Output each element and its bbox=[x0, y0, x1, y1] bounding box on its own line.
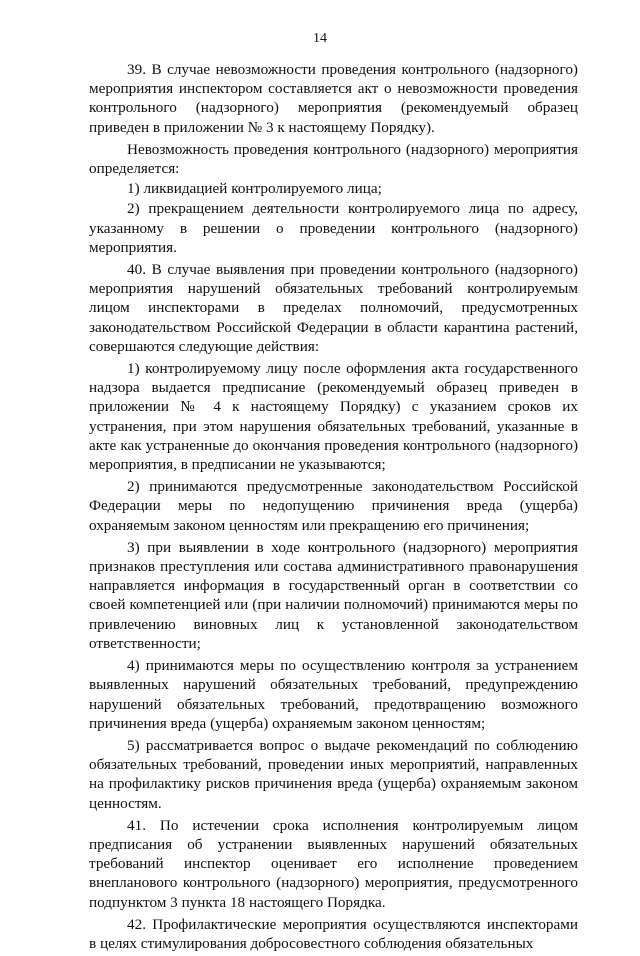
paragraph-40: 40. В случае выявления при проведении контрольного (надзорного) мероприятия нарушений обязательных требований контролируемым лицом инспекторами в пределах полномочий, предусмотренных законодательством Российской Федерации в области карантина растений, совершаются следующие действия: bbox=[89, 261, 578, 355]
list-item-control-measures: 4) принимаются меры по осуществлению контроля за устранением выявленных нарушений обязательных требований, предупреждению нарушений обязательных требований, предотвращению возможного причинения вреда (ущерба) охраняемым законом ценностям; bbox=[89, 657, 578, 732]
list-item-prescription: 1) контролируемому лицу после оформления акта государственного надзора выдается предписание (рекомендуемый образец приведен в приложении № 4 к настоящему Порядку) с указанием сроков их устранения, при этом нарушения обязательных требований, указанные в акте как устраненные до окончания проведения контрольного (надзорного) мероприятия, в предписании не указываются; bbox=[89, 360, 578, 474]
list-item-termination: 2) прекращением деятельности контролируемого лица по адресу, указанному в решении о проведении контрольного (надзорного) мероприятия. bbox=[89, 200, 578, 256]
document-body bbox=[89, 60, 578, 956]
paragraph-42: 42. Профилактические мероприятия осуществляются инспекторами в целях стимулирования добросовестного соблюдения обязательных bbox=[89, 915, 578, 952]
paragraph-41: 41. По истечении срока исполнения контролируемым лицом предписания об устранении выявленных нарушений обязательных требований инспектор оценивает его исполнение проведением внепланового контрольного (надзорного) мероприятия, предусмотренного подпунктом 3 пункта 18 настоящего Порядка. bbox=[89, 816, 578, 911]
list-item-violation-report: 3) при выявлении в ходе контрольного (надзорного) мероприятия признаков преступления или состава административного правонарушения направляется информация в государственный орган в соответствии со своей компетенцией или (при наличии полномочий) принимаются меры по привлечению виновных лиц к установленной законодательством ответственности; bbox=[89, 538, 578, 652]
list-item-prevention-measures: 2) принимаются предусмотренные законодательством Российской Федерации меры по недопущению причинения вреда (ущерба) охраняемым законом ценностям или прекращению его причинения; bbox=[89, 478, 578, 534]
paragraph-39: 39. В случае невозможности проведения контрольного (надзорного) мероприятия инспектором составляется акт о невозможности проведения контрольного (надзорного) мероприятия (рекомендуемый образец приведен в приложении № 3 к настоящему Порядку). bbox=[89, 61, 578, 136]
list-item-liquidation: 1) ликвидацией контролируемого лица; bbox=[127, 180, 382, 198]
paragraph-impossibility-intro: Невозможность проведения контрольного (надзорного) мероприятия определяется: bbox=[89, 140, 578, 178]
list-item-recommendations: 5) рассматривается вопрос о выдаче рекомендаций по соблюдению обязательных требований, проведении иных мероприятий, направленных на профилактику рисков причинения вреда (ущерба) охраняемым законом ценностям. bbox=[89, 736, 578, 812]
page-number: 14 bbox=[313, 31, 327, 46]
